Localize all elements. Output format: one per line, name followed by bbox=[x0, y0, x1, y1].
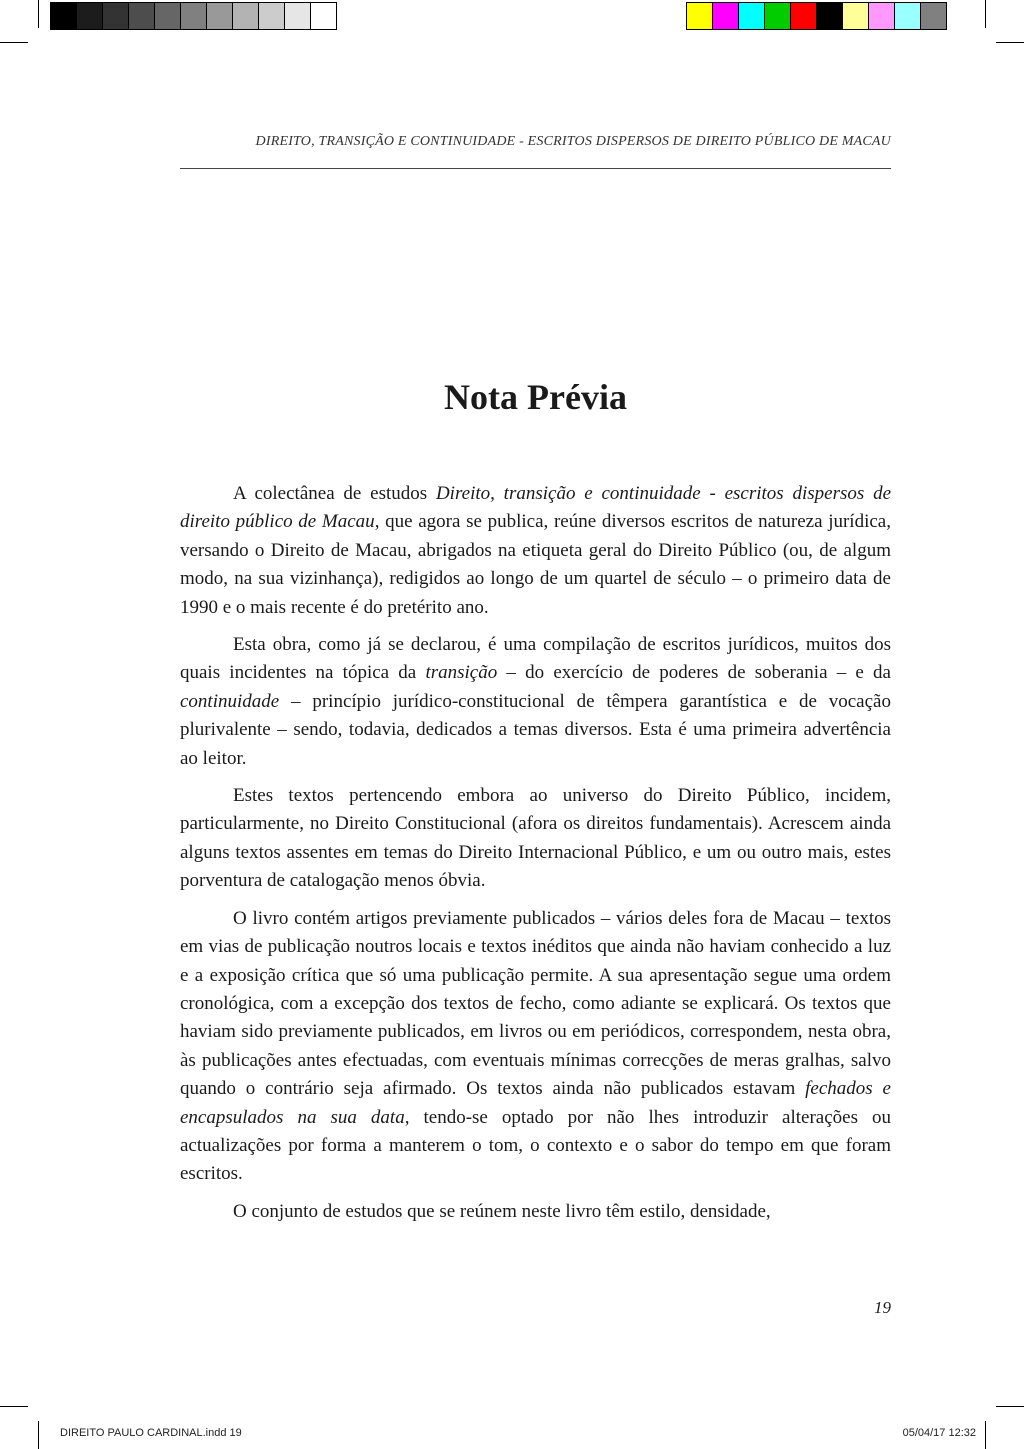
gray-swatch bbox=[233, 3, 259, 29]
page-number: 19 bbox=[874, 1298, 891, 1317]
crop-mark bbox=[996, 1406, 1024, 1407]
gray-swatch bbox=[77, 3, 103, 29]
crop-mark bbox=[0, 1406, 28, 1407]
gray-swatch bbox=[51, 3, 77, 29]
slug-filename: DIREITO PAULO CARDINAL.indd 19 bbox=[60, 1427, 242, 1439]
page-title: Nota Prévia bbox=[444, 377, 627, 418]
header-rule bbox=[180, 168, 891, 169]
crop-mark bbox=[0, 42, 28, 43]
color-swatch bbox=[765, 3, 791, 29]
color-swatch bbox=[817, 3, 843, 29]
crop-mark bbox=[985, 0, 986, 28]
gray-swatch bbox=[129, 3, 155, 29]
gray-swatch bbox=[181, 3, 207, 29]
color-swatch bbox=[713, 3, 739, 29]
paragraph: O livro contém artigos previamente publicados – vários deles fora de Macau – textos em vias de publicação noutros locais e textos inéditos que ainda não haviam conhecido a luz e a exposição crítica que só uma publicação permite. A sua apresentação segue uma ordem cronológica, com a excepção dos textos de fecho, como adiante se explicará. Os textos que haviam sido previamente publicados, em livros ou em periódicos, correspondem, nesta obra, às publicações antes efectuadas, com eventuais mínimas correcções de meras gralhas, salvo quando o contrário seja afirmado. Os textos ainda não publicados estavam fechados e encapsulados na sua data, tendo-se optado por não lhes introduzir alterações ou actualizações por forma a manterem o tom, o contexto e o sabor do tempo em que foram escritos. bbox=[180, 907, 892, 1185]
crop-mark bbox=[996, 42, 1024, 43]
body-text bbox=[180, 480, 891, 1235]
color-swatch bbox=[869, 3, 895, 29]
gray-swatch bbox=[311, 3, 336, 29]
gray-swatch bbox=[103, 3, 129, 29]
running-head: DIREITO, TRANSIÇÃO E CONTINUIDADE - ESCRITOS DISPERSOS DE DIREITO PÚBLICO DE MACAU bbox=[255, 134, 891, 149]
gray-swatch bbox=[155, 3, 181, 29]
color-swatch bbox=[895, 3, 921, 29]
crop-mark bbox=[38, 1421, 39, 1449]
slug-datetime: 05/04/17 12:32 bbox=[902, 1427, 976, 1439]
color-swatch bbox=[843, 3, 869, 29]
paragraph: A colectânea de estudos Direito, transição e continuidade - escritos dispersos de direito público de Macau, que agora se publica, reúne diversos escritos de natureza jurídica, versando o Direito de Macau, abrigados na etiqueta geral do Direito Público (ou, de algum modo, na sua vizinhança), redigidos ao longo de um quartel de século – o primeiro data de 1990 e o mais recente é do pretérito ano. bbox=[180, 483, 892, 618]
color-calibration-bar bbox=[686, 2, 947, 30]
color-swatch bbox=[687, 3, 713, 29]
gray-swatch bbox=[285, 3, 311, 29]
paragraph: Esta obra, como já se declarou, é uma compilação de escritos jurídicos, muitos dos quais incidentes na tópica da transição – do exercício de poderes de soberania – e da continuidade – princípio jurídico-constitucional de têmpera garantística e de vocação plurivalente – sendo, todavia, dedicados a temas diversos. Esta é uma primeira advertência ao leitor. bbox=[180, 634, 891, 769]
gray-swatch bbox=[207, 3, 233, 29]
color-swatch bbox=[739, 3, 765, 29]
color-swatch bbox=[921, 3, 946, 29]
color-swatch bbox=[791, 3, 817, 29]
paragraph: Estes textos pertencendo embora ao universo do Direito Público, incidem, particularmente, no Direito Constitucional (afora os direitos fundamentais). Acrescem ainda alguns textos assentes em temas do Direito Internacional Público, e um ou outro mais, estes porventura de catalogação menos óbvia. bbox=[180, 785, 891, 892]
crop-mark bbox=[985, 1421, 986, 1449]
paragraph: O conjunto de estudos que se reúnem neste livro têm estilo, densidade, bbox=[233, 1200, 771, 1222]
gray-swatch bbox=[259, 3, 285, 29]
crop-mark bbox=[38, 0, 39, 28]
grayscale-calibration-bar bbox=[50, 2, 337, 30]
